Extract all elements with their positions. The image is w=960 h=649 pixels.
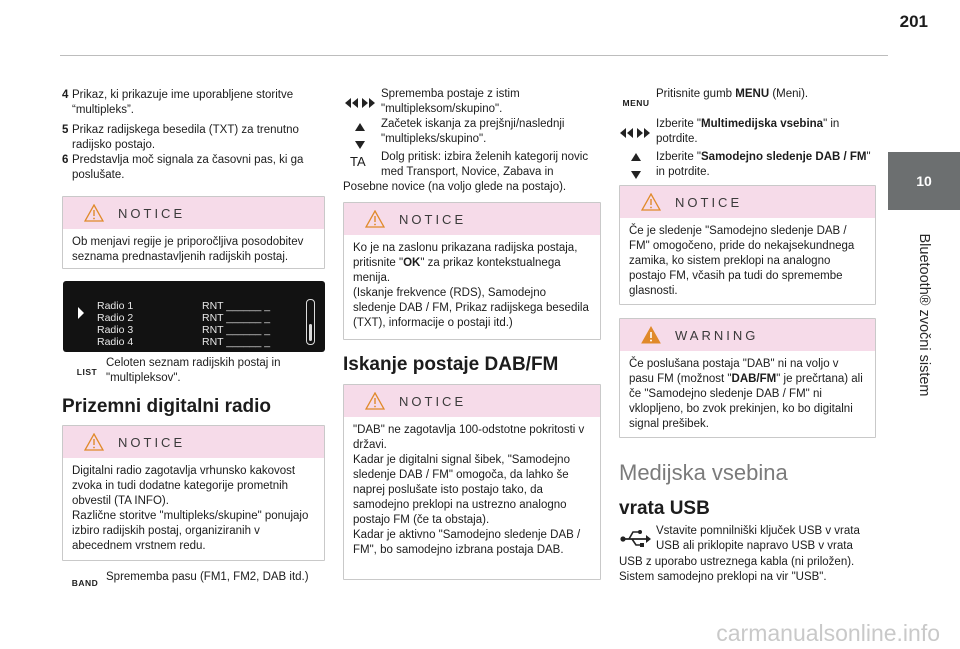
seek-arrows-icon[interactable] [344,97,376,109]
section-heading: vrata USB [619,498,710,519]
band-description: Sprememba pasu (FM1, FM2, DAB itd.) [106,571,309,583]
select-instruction-1: Izberite "Multimedijska vsebina" in potrdite. [656,118,840,145]
usb-description: Vstavite pomnilniški ključek USB v vrata USB ali priklopite napravo USB v vrata [656,525,860,552]
notice-text: Če je sledenje "Samodejno sledenje DAB / FM" omogočeno, pride do nekajsekundnega zamika, ko sistem preklopi na analogno postajo FM, včasih pa tudi do spremembe glasnosti. [629,225,855,297]
chapter-tab[interactable]: 10 [888,152,960,210]
radio-name: Radio 3 [97,324,134,336]
notice-text: Digitalni radio zagotavlja vrhunsko kakovost zvoka in tudi dodatne kategorije prometnih obvestil (TA INFO). Različne storitve "multipleks/skupine" ponujajo izbiro radijskih postaj, organiziranih v abecednem vrstnem redu. [72,465,309,552]
notice-label: NOTICE [399,394,467,409]
warning-triangle-icon [365,210,385,228]
warning-triangle-icon [84,433,104,451]
seek-description: Sprememba postaje z istim "multipleksom/skupino". [381,88,520,115]
warning-triangle-icon [641,193,661,211]
seek-arrows-icon[interactable] [619,127,651,139]
list-icon[interactable]: LIST [76,367,98,377]
section-title: Medijska vsebina [619,460,788,485]
notice-text: "DAB" ne zagotavlja 100-odstotne pokritosti v državi. Kadar je digitalni signal šibek, "Samodejno sledenje DAB / FM" omogoča, da lahko še naprej poslušate isto postajo tako, da samodejno preklopi na ustrezno analogno postajo FM (če ta obstaja). Kadar je aktivno "Samodejno sledenje DAB / FM", bo samodejno izbrana postaja DAB. [353,424,585,556]
list-item: 5 Prikaz radijskega besedila (TXT) za trenutno radijsko postajo. [62,124,299,151]
warning-box [619,318,876,438]
notice-label: NOTICE [118,435,186,450]
warning-label: WARNING [675,328,759,343]
notice-box [343,384,601,580]
page-number: 201 [899,12,928,31]
section-heading: Prizemni digitalni radio [62,396,272,417]
notice-label: NOTICE [399,212,467,227]
up-down-arrows-icon[interactable] [354,122,366,150]
warning-triangle-icon [641,326,661,344]
notice-box [62,425,325,561]
play-arrow-icon [77,306,85,320]
list-item: 4 Prikaz, ki prikazuje ime uporabljene storitve “multipleks”. [62,89,294,116]
ta-description: Dolg pritisk: izbira želenih kategorij novic med Transport, Novice, Zabava in [381,151,589,178]
notice-box [343,202,601,340]
menu-icon[interactable]: MENU [622,98,650,108]
radio-name: Radio 1 [97,300,134,312]
ta-icon[interactable]: TA [350,154,366,169]
warning-text: Če poslušana postaja "DAB" ni na voljo v pasu FM (možnost "DAB/FM" je prečrtana) ali če "Samodejno sledenje DAB / FM" ni vklopljeno, bo zvok prekinjen, ko bo digitalni signal prešibek. [629,358,863,430]
scrollbar[interactable] [306,299,315,345]
updown-description: Začetek iskanja za prejšnji/naslednji "multipleks/skupino". [381,118,565,145]
chapter-title: Bluetooth® zvočni sistem [916,233,932,397]
warning-triangle-icon [365,392,385,410]
up-down-arrows-icon[interactable] [630,152,642,180]
notice-box [62,196,325,269]
notice-text: Ko je na zaslonu prikazana radijska postaja, pritisnite "OK" za prikaz kontekstualnega menija. (Iskanje frekvence (RDS), Samodejno sledenje DAB / FM, Prikaz radijskega besedila (TXT), informacije o postaji itd.) [353,242,589,329]
notice-label: NOTICE [675,195,743,210]
band-icon[interactable]: BAND [71,578,99,588]
menu-description: Pritisnite gumb MENU (Meni). [656,88,809,100]
notice-box [619,185,876,305]
ta-description-continued: Posebne novice (na voljo glede na postajo). [343,181,567,193]
radio-rnt: RNT ______ _ [202,324,271,336]
notice-label: NOTICE [118,206,186,221]
watermark: carmanualsonline.info [716,620,940,646]
radio-rnt: RNT ______ _ [202,300,271,312]
list-item: 6 Predstavlja moč signala za časovni pas, ki ga poslušate. [62,154,304,181]
radio-name: Radio 2 [97,312,134,324]
usb-description-continued: USB z uporabo ustreznega kabla (ni priložen). Sistem samodejno preklopi na vir "USB". [619,556,855,583]
radio-rnt: RNT ______ _ [202,336,271,348]
radio-name: Radio 4 [97,336,134,348]
radio-list-screen [63,281,325,352]
notice-text: Ob menjavi regije je priporočljiva posodobitev seznama prednastavljenih radijskih postaj. [72,236,304,263]
header-rule [60,55,888,56]
select-instruction-2: Izberite "Samodejno sledenje DAB / FM" in potrdite. [656,151,871,178]
section-heading: Iskanje postaje DAB/FM [343,354,559,375]
list-description: Celoten seznam radijskih postaj in "multipleksov". [106,357,281,384]
warning-triangle-icon [84,204,104,222]
radio-rnt: RNT ______ _ [202,312,271,324]
usb-icon [620,528,652,550]
